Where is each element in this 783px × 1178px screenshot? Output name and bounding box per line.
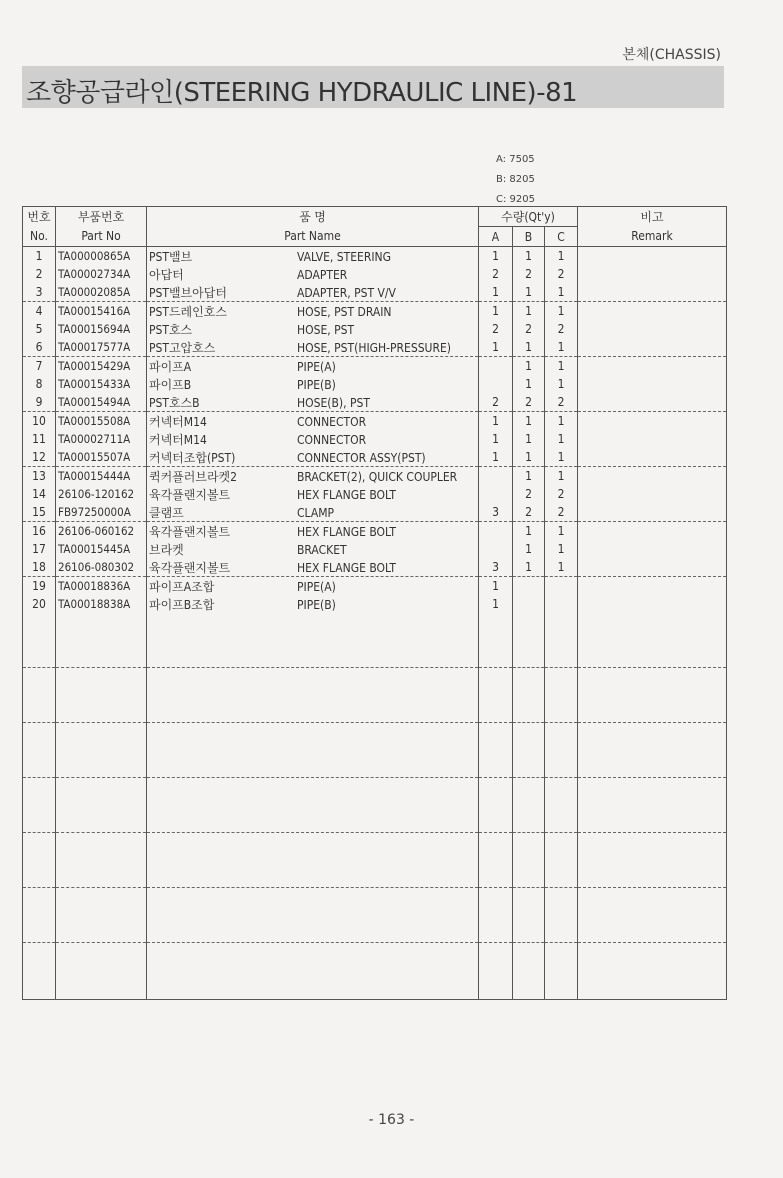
remark [578,448,727,467]
qty-b: 2 [513,320,545,338]
part-name-ko: 육각플랜지볼트 [149,487,231,502]
part-name [147,595,479,613]
part-name-ko: 커넥터M14 [149,432,207,447]
remark [578,467,727,486]
qty-a: 1 [479,430,513,448]
part-number: TA00000865A [56,247,147,266]
empty-row [23,943,727,1000]
page-number: - 163 - [368,1112,415,1128]
empty-cell [479,668,513,723]
qty-c: 1 [545,375,578,393]
part-number: TA00015433A [56,375,147,393]
empty-cell [578,613,727,668]
row-number: 3 [23,283,56,302]
row-number: 20 [23,595,56,613]
qty-c: 1 [545,540,578,558]
empty-cell [56,778,147,833]
empty-cell [545,943,578,1000]
empty-cell [513,833,545,888]
qty-b: 2 [513,265,545,283]
row-number: 5 [23,320,56,338]
qty-b: 1 [513,357,545,376]
part-name [147,485,479,503]
empty-cell [23,833,56,888]
empty-cell [545,833,578,888]
header-qty-a: A [479,227,513,247]
remark [578,320,727,338]
part-name-en: HEX FLANGE BOLT [297,560,396,575]
table-row [23,302,727,321]
table-row [23,522,727,541]
part-number: TA00018838A [56,595,147,613]
section-label: 본체(CHASSIS) [622,47,721,63]
remark [578,412,727,431]
qty-b: 1 [513,338,545,357]
qty-b: 1 [513,558,545,577]
empty-cell [513,613,545,668]
table-row [23,467,727,486]
remark [578,302,727,321]
title-band [22,66,724,108]
part-number: 26106-060162 [56,522,147,541]
row-number: 15 [23,503,56,522]
part-name [147,357,479,376]
remark [578,503,727,522]
qty-a [479,485,513,503]
empty-cell [578,888,727,943]
variant-c: C: 9205 [496,194,535,205]
part-name [147,283,479,302]
empty-cell [147,943,479,1000]
part-name [147,558,479,577]
qty-a: 1 [479,283,513,302]
empty-row [23,668,727,723]
table-row [23,577,727,596]
part-number: TA00002085A [56,283,147,302]
part-name-en: CLAMP [297,505,335,520]
header-qty: 수량(Qt'y) [479,207,578,227]
empty-cell [513,943,545,1000]
part-name [147,430,479,448]
empty-row [23,833,727,888]
part-name-en: BRACKET [297,542,347,557]
remark [578,283,727,302]
part-number: TA00015429A [56,357,147,376]
header-no-ko: 번호 [23,207,56,227]
table-row [23,540,727,558]
table-row [23,320,727,338]
part-name-ko: 파이프A [149,359,192,374]
row-number: 19 [23,577,56,596]
empty-cell [479,888,513,943]
qty-c: 1 [545,302,578,321]
empty-cell [23,668,56,723]
qty-c: 1 [545,247,578,266]
row-number: 10 [23,412,56,431]
part-number: TA00015416A [56,302,147,321]
row-number: 8 [23,375,56,393]
part-name-en: PIPE(A) [297,579,336,594]
part-name-en: ADAPTER [297,267,348,282]
empty-cell [479,943,513,1000]
empty-cell [147,888,479,943]
part-name-ko: 육각플랜지볼트 [149,560,231,575]
qty-c: 2 [545,265,578,283]
header-partno-ko: 부품번호 [56,207,147,227]
header-qty-b: B [513,227,545,247]
part-name [147,522,479,541]
remark [578,338,727,357]
empty-row [23,778,727,833]
qty-a: 1 [479,595,513,613]
qty-c: 1 [545,357,578,376]
qty-b: 1 [513,375,545,393]
qty-c: 1 [545,412,578,431]
qty-c: 1 [545,467,578,486]
part-name-ko: PST고압호스 [149,340,216,355]
table-row [23,375,727,393]
qty-c: 1 [545,338,578,357]
part-number: TA00015507A [56,448,147,467]
qty-a: 3 [479,558,513,577]
row-number: 18 [23,558,56,577]
qty-c: 1 [545,558,578,577]
empty-cell [513,888,545,943]
part-name [147,577,479,596]
empty-cell [479,778,513,833]
empty-cell [147,833,479,888]
part-number: TA00015508A [56,412,147,431]
part-name-ko: PST호스 [149,322,193,337]
qty-b: 2 [513,393,545,412]
part-name [147,247,479,266]
qty-c: 1 [545,283,578,302]
qty-a: 1 [479,577,513,596]
variant-a: A: 7505 [496,154,535,165]
part-name-en: HEX FLANGE BOLT [297,487,396,502]
qty-b: 1 [513,412,545,431]
qty-c [545,577,578,596]
part-number: TA00015444A [56,467,147,486]
qty-a [479,357,513,376]
header-name-en: Part Name [147,227,479,247]
empty-cell [56,833,147,888]
part-name-en: ADAPTER, PST V/V [297,285,396,300]
empty-cell [23,943,56,1000]
qty-b [513,595,545,613]
qty-c: 1 [545,448,578,467]
table-row [23,393,727,412]
remark [578,558,727,577]
part-name-en: PIPE(A) [297,359,336,374]
part-name [147,302,479,321]
variant-legend [496,150,535,210]
part-name [147,412,479,431]
qty-b: 2 [513,485,545,503]
remark [578,540,727,558]
part-name-ko: 커넥터M14 [149,414,207,429]
qty-c: 2 [545,485,578,503]
table-row [23,448,727,467]
part-name-en: PIPE(B) [297,377,336,392]
row-number: 7 [23,357,56,376]
row-number: 12 [23,448,56,467]
row-number: 1 [23,247,56,266]
qty-a: 2 [479,393,513,412]
remark [578,577,727,596]
table-row [23,283,727,302]
qty-b: 1 [513,430,545,448]
empty-cell [513,668,545,723]
qty-a: 2 [479,265,513,283]
parts-table [22,206,727,1000]
part-name-ko: PST밸브아답터 [149,285,227,300]
qty-c: 1 [545,522,578,541]
header-partno-en: Part No [56,227,147,247]
empty-cell [56,613,147,668]
empty-cell [479,833,513,888]
part-name-en: HOSE, PST DRAIN [297,304,392,319]
part-name-ko: 브라켓 [149,542,184,557]
table-row [23,357,727,376]
empty-cell [56,943,147,1000]
table-row [23,430,727,448]
part-name-ko: PST호스B [149,395,200,410]
part-name-ko: PST드레인호스 [149,304,227,319]
empty-cell [545,613,578,668]
empty-row [23,723,727,778]
qty-a [479,540,513,558]
qty-a: 1 [479,338,513,357]
qty-b: 1 [513,302,545,321]
row-number: 14 [23,485,56,503]
empty-cell [545,668,578,723]
qty-a: 2 [479,320,513,338]
row-number: 13 [23,467,56,486]
table-row [23,247,727,266]
part-name [147,467,479,486]
remark [578,522,727,541]
part-name-en: HEX FLANGE BOLT [297,524,396,539]
row-number: 6 [23,338,56,357]
empty-cell [23,723,56,778]
header-qty-c: C [545,227,578,247]
parts-table-body [23,247,727,1000]
empty-cell [23,613,56,668]
part-name-ko: 아답터 [149,267,184,282]
empty-cell [545,723,578,778]
table-row [23,338,727,357]
qty-a: 1 [479,247,513,266]
part-name-ko: 파이프B조합 [149,597,215,612]
qty-c: 2 [545,393,578,412]
table-row [23,558,727,577]
qty-c: 2 [545,503,578,522]
part-name [147,448,479,467]
remark [578,265,727,283]
empty-cell [578,778,727,833]
part-name-en: PIPE(B) [297,597,336,612]
empty-cell [513,778,545,833]
row-number: 16 [23,522,56,541]
empty-cell [56,668,147,723]
part-number: FB97250000A [56,503,147,522]
table-row [23,412,727,431]
remark [578,430,727,448]
qty-c [545,595,578,613]
empty-cell [545,778,578,833]
part-number: TA00002734A [56,265,147,283]
qty-c: 1 [545,430,578,448]
qty-c: 2 [545,320,578,338]
table-row [23,485,727,503]
qty-a [479,522,513,541]
empty-cell [479,613,513,668]
part-number: 26106-080302 [56,558,147,577]
qty-b: 1 [513,448,545,467]
empty-cell [147,778,479,833]
row-number: 17 [23,540,56,558]
part-name-en: CONNECTOR [297,432,367,447]
remark [578,357,727,376]
empty-cell [147,723,479,778]
part-number: TA00002711A [56,430,147,448]
part-number: TA00015694A [56,320,147,338]
variant-b: B: 8205 [496,174,535,185]
qty-a [479,467,513,486]
header-no-en: No. [23,227,56,247]
header-remark-en: Remark [578,227,727,247]
part-name-ko: 퀵커플러브라켓2 [149,469,238,484]
empty-cell [578,943,727,1000]
part-number: 26106-120162 [56,485,147,503]
part-number: TA00017577A [56,338,147,357]
part-name-en: CONNECTOR ASSY(PST) [297,450,426,465]
empty-cell [56,888,147,943]
empty-cell [513,723,545,778]
qty-a: 1 [479,412,513,431]
part-name-en: BRACKET(2), QUICK COUPLER [297,469,458,484]
header-remark-ko: 비고 [578,207,727,227]
part-name-en: HOSE(B), PST [297,395,370,410]
part-name-en: HOSE, PST [297,322,355,337]
part-name-ko: 클램프 [149,505,184,520]
page-title: 조향공급라인(STEERING HYDRAULIC LINE)-81 [26,78,578,108]
table-row [23,595,727,613]
part-name [147,540,479,558]
empty-cell [147,668,479,723]
part-name [147,393,479,412]
part-name [147,338,479,357]
empty-cell [545,888,578,943]
empty-cell [578,723,727,778]
qty-b: 1 [513,522,545,541]
part-number: TA00018836A [56,577,147,596]
part-number: TA00015494A [56,393,147,412]
empty-cell [578,833,727,888]
qty-a: 3 [479,503,513,522]
remark [578,393,727,412]
qty-b: 1 [513,247,545,266]
qty-a [479,375,513,393]
part-name-ko: 커넥터조합(PST) [149,450,236,465]
part-name-ko: 육각플랜지볼트 [149,524,231,539]
qty-b: 1 [513,467,545,486]
qty-a: 1 [479,448,513,467]
part-name [147,320,479,338]
remark [578,375,727,393]
part-number: TA00015445A [56,540,147,558]
empty-row [23,613,727,668]
row-number: 2 [23,265,56,283]
remark [578,247,727,266]
row-number: 11 [23,430,56,448]
table-row [23,265,727,283]
table-row [23,503,727,522]
row-number: 9 [23,393,56,412]
part-name-ko: PST밸브 [149,249,193,264]
qty-a: 1 [479,302,513,321]
empty-row [23,888,727,943]
header-name-ko: 품 명 [147,207,479,227]
empty-cell [147,613,479,668]
qty-b: 1 [513,540,545,558]
part-name-en: CONNECTOR [297,414,367,429]
part-name-en: HOSE, PST(HIGH-PRESSURE) [297,340,451,355]
empty-cell [578,668,727,723]
part-name-en: VALVE, STEERING [297,249,391,264]
part-name [147,375,479,393]
empty-cell [23,778,56,833]
empty-cell [479,723,513,778]
empty-cell [56,723,147,778]
part-name [147,503,479,522]
qty-b [513,577,545,596]
remark [578,595,727,613]
row-number: 4 [23,302,56,321]
qty-b: 1 [513,283,545,302]
empty-cell [23,888,56,943]
remark [578,485,727,503]
qty-b: 2 [513,503,545,522]
part-name [147,265,479,283]
part-name-ko: 파이프A조합 [149,579,215,594]
part-name-ko: 파이프B [149,377,192,392]
